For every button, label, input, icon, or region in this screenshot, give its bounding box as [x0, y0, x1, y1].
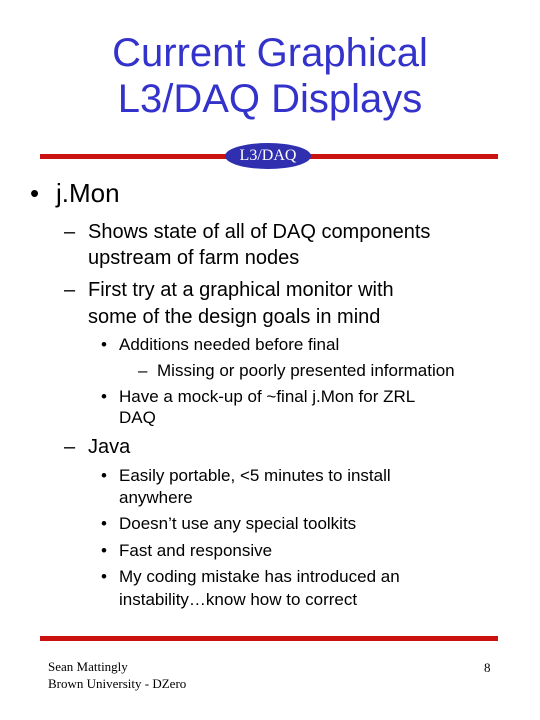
- item-no-toolkits: Doesn’t use any special toolkits: [119, 514, 357, 533]
- item-portable-line2: anywhere: [119, 488, 193, 507]
- item-missing-info: Missing or poorly presented information: [157, 361, 455, 380]
- slide-title: [0, 30, 540, 122]
- bullet-dot: •: [101, 567, 107, 586]
- bullet-dot: •: [101, 466, 107, 485]
- bullet-dot: •: [30, 178, 40, 208]
- l3daq-badge: L3/DAQ: [225, 143, 311, 169]
- bullet-dot: •: [101, 387, 107, 406]
- item-mockup-line1: Have a mock-up of ~final j.Mon for ZRL: [119, 387, 416, 406]
- subbullet-shows-state-line1: Shows state of all of DAQ components: [88, 221, 431, 243]
- footer-affiliation: Brown University - DZero: [48, 676, 187, 691]
- subbullet-first-try-line2: some of the design goals in mind: [88, 306, 381, 328]
- subbullet-java: Java: [88, 436, 131, 458]
- item-additions-needed: Additions needed before final: [119, 335, 340, 354]
- item-coding-mistake-line1: My coding mistake has introduced an: [119, 567, 400, 586]
- subbullet-first-try-line1: First try at a graphical monitor with: [88, 279, 394, 301]
- bullet-dot: •: [101, 514, 107, 533]
- bullet-dash: –: [64, 221, 76, 243]
- item-portable-line1: Easily portable, <5 minutes to install: [119, 466, 391, 485]
- footer-author: Sean Mattingly: [48, 659, 128, 674]
- subbullet-shows-state-line2: upstream of farm nodes: [88, 247, 300, 269]
- bottom-divider: [40, 636, 498, 641]
- bullet-dot: •: [101, 335, 107, 354]
- item-fast-responsive: Fast and responsive: [119, 541, 273, 560]
- bullet-dash: –: [138, 361, 148, 380]
- item-mockup-line2: DAQ: [119, 408, 156, 427]
- bullet-jmon: j.Mon: [56, 178, 120, 208]
- bullet-dash: –: [64, 436, 76, 458]
- title-line-2: L3/DAQ Displays: [117, 77, 423, 121]
- footer-credit: [48, 658, 186, 692]
- title-line-1: Current Graphical: [112, 31, 428, 75]
- bullet-dash: –: [64, 279, 76, 301]
- bullet-dot: •: [101, 541, 107, 560]
- item-coding-mistake-line2: instability…know how to correct: [119, 590, 358, 609]
- page-number: 8: [484, 660, 491, 675]
